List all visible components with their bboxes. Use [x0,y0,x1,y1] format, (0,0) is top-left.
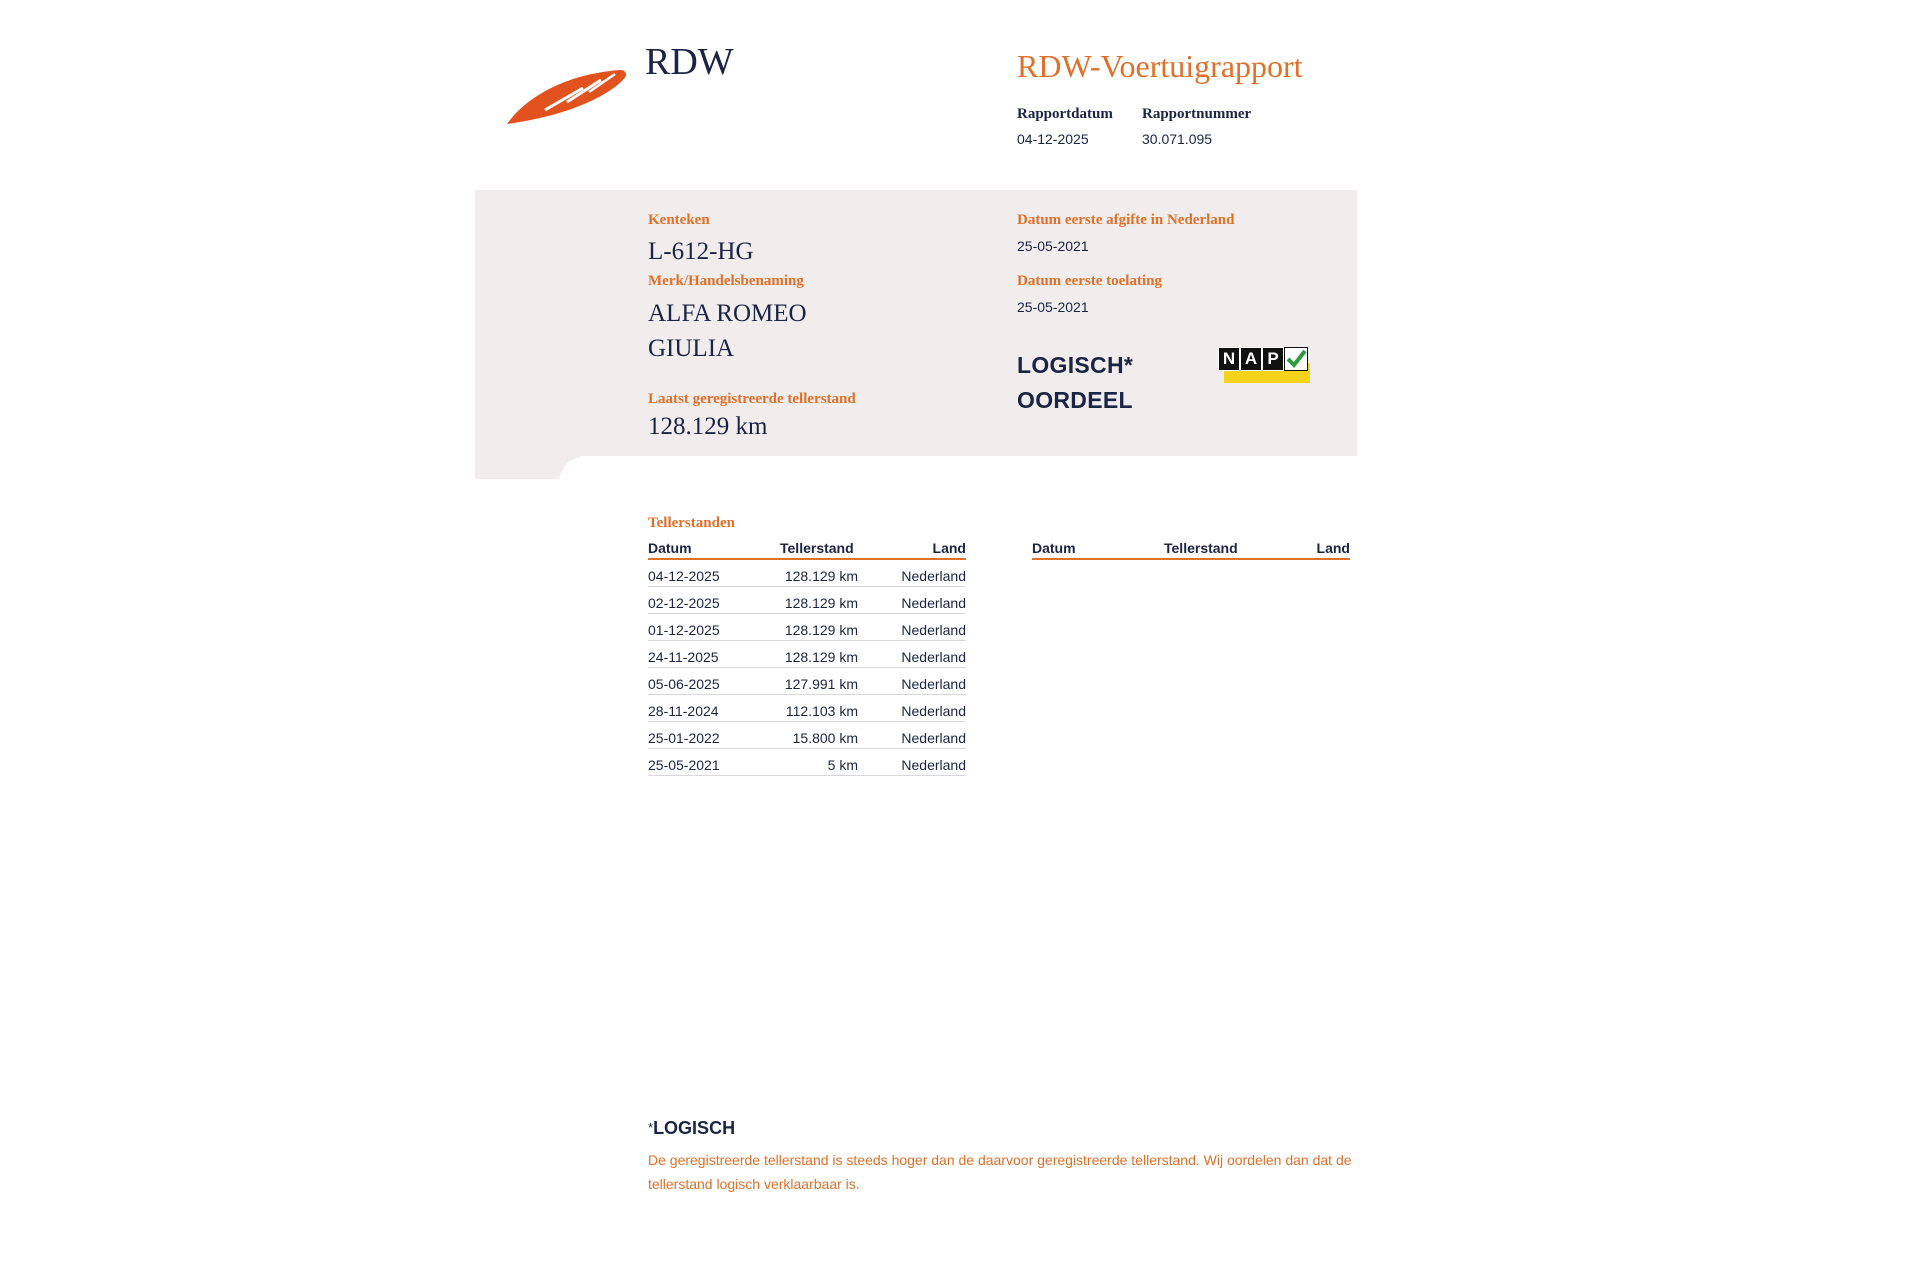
odometer-label: Laatst geregistreerde tellerstand [648,391,856,407]
model-value: GIULIA [648,335,735,362]
row-date: 24-11-2025 [648,649,719,665]
footnote-marker: * [648,1120,654,1135]
panel-corner-decoration [475,456,580,479]
nap-check-box [1284,347,1308,371]
row-date: 25-05-2021 [648,757,720,773]
readings-title: Tellerstanden [648,515,735,531]
table-header-right [1032,540,1350,558]
column-header-odometer: Tellerstand [780,540,854,556]
row-country: Nederland [901,649,966,665]
nap-letter-n: N [1218,347,1240,371]
table-row [648,722,966,749]
row-country: Nederland [901,703,966,719]
odometer-value: 128.129 km [648,413,768,440]
row-country: Nederland [901,622,966,638]
plate-label: Kenteken [648,212,710,228]
row-date: 01-12-2025 [648,622,720,638]
row-odometer: 112.103 km [785,703,858,719]
row-date: 04-12-2025 [648,568,720,584]
column-header-country: Land [932,540,966,556]
table-row [648,749,966,776]
footnote-title-text: LOGISCH [653,1118,736,1138]
report-number-value: 30.071.095 [1142,131,1213,147]
table-row [648,587,966,614]
nap-letter-p: P [1262,347,1284,371]
page-title: RDW-Voertuigrapport [1017,48,1303,84]
first-admission-label: Datum eerste toelating [1017,273,1162,289]
checkmark-icon [1285,348,1307,370]
table-row [648,614,966,641]
row-odometer: 15.800 km [792,730,858,746]
first-admission-value: 25-05-2021 [1017,299,1089,315]
row-country: Nederland [901,676,966,692]
column-header-odometer-right: Tellerstand [1164,540,1238,556]
footnote-title [648,1118,735,1139]
table-row [648,560,966,587]
column-header-date-right: Datum [1032,540,1076,556]
brand-value: ALFA ROMEO [648,300,807,327]
table-body [648,560,966,776]
verdict-line2: OORDEEL [1017,387,1133,413]
row-odometer: 128.129 km [784,622,858,638]
readings-table-right [1032,540,1350,560]
row-odometer: 128.129 km [784,595,858,611]
first-nl-value: 25-05-2021 [1017,238,1089,254]
table-header [648,540,966,558]
verdict-line1: LOGISCH* [1017,352,1134,378]
rdw-feather-logo-icon [505,58,630,128]
nap-letter-a: A [1240,347,1262,371]
row-odometer: 128.129 km [784,649,858,665]
plate-value: L-612-HG [648,238,754,265]
row-date: 28-11-2024 [648,703,719,719]
row-country: Nederland [901,757,966,773]
row-country: Nederland [901,730,966,746]
row-country: Nederland [901,568,966,584]
vehicle-info-panel [475,190,1357,456]
row-odometer: 128.129 km [784,568,858,584]
table-row [648,668,966,695]
column-header-date: Datum [648,540,692,556]
row-country: Nederland [901,595,966,611]
report-date-value: 04-12-2025 [1017,131,1089,147]
row-date: 25-01-2022 [648,730,720,746]
logo-text: RDW [645,41,734,83]
row-date: 05-06-2025 [648,676,720,692]
table-row [648,695,966,722]
readings-table [648,540,966,776]
brand-label: Merk/Handelsbenaming [648,273,804,289]
report-date-label: Rapportdatum [1017,106,1113,122]
report-number-label: Rapportnummer [1142,106,1252,122]
row-odometer: 127.991 km [784,676,858,692]
nap-badge [1218,347,1310,383]
column-header-country-right: Land [1316,540,1350,556]
first-nl-label: Datum eerste afgifte in Nederland [1017,212,1235,228]
table-header-underline-right [1032,558,1350,560]
row-odometer: 5 km [827,757,858,773]
row-date: 02-12-2025 [648,595,720,611]
footnote-text: De geregistreerde tellerstand is steeds hoger dan de daarvoor geregistreerde tellerstand. Wij oordelen dan dat de tellerstand logisch verklaarbaar is. [648,1152,1352,1192]
table-row [648,641,966,668]
